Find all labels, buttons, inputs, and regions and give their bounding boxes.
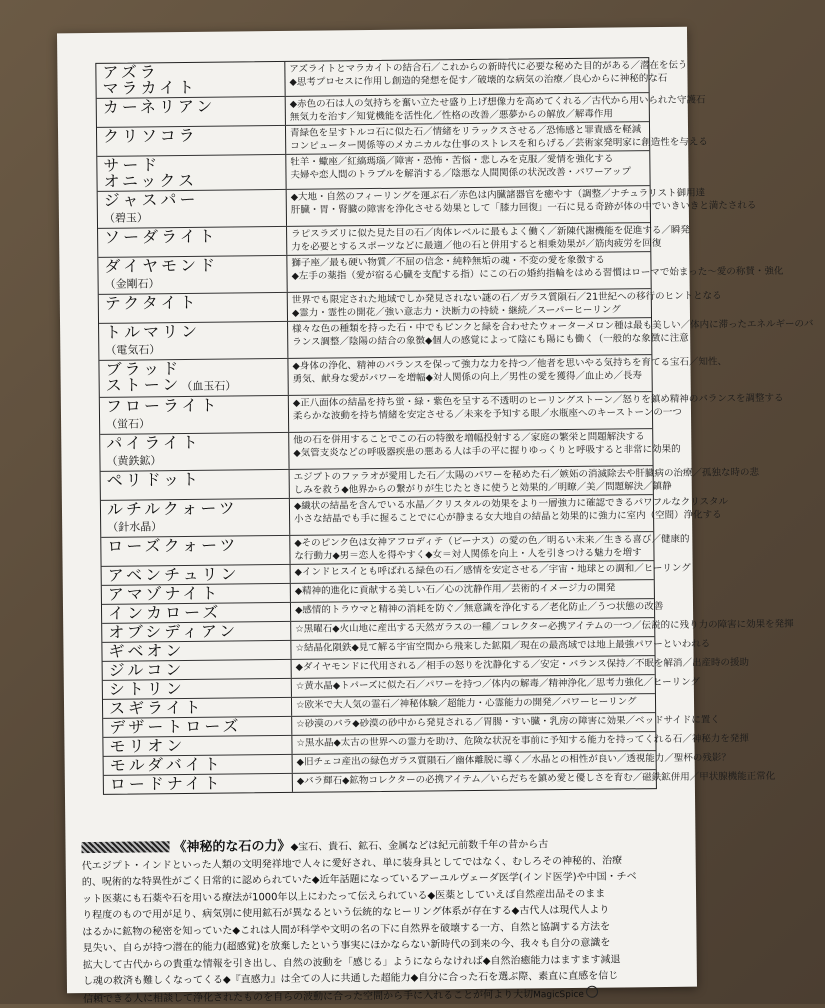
description-line: ☆黄水晶◆トパーズに似た石／パワーを持つ／体内の解毒／精神浄化／思考力強化／ヒーリング (295, 676, 700, 692)
stone-description (293, 769, 780, 792)
stone-table (95, 57, 814, 795)
description-line: ☆黒曜石◆火山地に産出する天然ガラスの一種／コレクター必携アイテムの一つ／伝説的に残り力の障害に効果を発揮 (295, 618, 794, 635)
stone-name (102, 622, 291, 642)
stone-name (102, 641, 291, 661)
description-line: ◆繊状の結晶を含んでいる水晶／クリスタルの効果をより一層強力に確認できるパワフルなクリスタル (293, 496, 729, 512)
description-line: 夫婦や恋人間のトラブルを解消する／陰悪な人間関係の状況改善・パワーアップ (290, 166, 632, 181)
stone-name (98, 227, 287, 257)
stone-name-line2 (105, 339, 281, 359)
stone-name (97, 97, 286, 127)
stone-name (99, 293, 288, 323)
footer-line: 代エジプト・インドといった人類の文明発祥地で人々に愛好され、単に装身具としてではなく、むしろその神秘的、治療 (81, 854, 623, 872)
footer-title: 《神秘的な石の力》 (173, 838, 291, 856)
stone-name-line: ルチルクォーツ (106, 498, 238, 519)
stone-row (100, 429, 681, 472)
description-line: ☆黒水晶◆太古の世界への霊力を助け、危険な状況を事前に予知する能力を持ってくれる石／神秘力を発揮 (296, 733, 749, 749)
stone-japanese-name: （金剛石） (104, 277, 160, 291)
stone-name (96, 62, 285, 98)
stone-name-line: デザートローズ (109, 716, 242, 737)
stone-description (290, 465, 764, 498)
stone-japanese-name: （血玉石） (181, 379, 237, 394)
description-line: 青緑色を呈すトルコ石に似た石／情緒をリラックスさせる／恐怖感と罪責感を軽減 (289, 124, 642, 139)
stone-name-line: ギベオン (108, 641, 185, 661)
description-line: 肝臓・胃・腎臓の障害を浄化させる効果として「膝力回復」一石に見る奇跡が体の中でいきいきと満たされる (290, 200, 757, 216)
footer-line: はるかに鉱物の秘密を知っていた◆これは人間が科学や文明の名の下に自然界を破壊する一方、自然と協調する方法を (82, 921, 611, 938)
stone-name-line2 (106, 450, 282, 470)
paper-sheet (57, 27, 814, 1005)
stone-japanese-name: （針水晶） (107, 520, 163, 534)
description-line: 力を必要とするスポーツなどに最適／他の石と併用すると相乗効果が／筋肉疲労を回復 (291, 238, 662, 253)
description-line: ◆赤色の石は人の気持ちを奮い立たせ盛り上げ想像力を高めてくれる／古代から用いられた守護石 (289, 94, 706, 110)
description-line: ◆霊力・霊性の開花／強い意志力・決断力の持続・継続／スーパーヒーリング (291, 304, 621, 319)
description-line: 無気力を治す／知覚機能を活性化／性格の改善／悪夢からの解放／解毒作用 (289, 108, 613, 123)
footer-line: 拡大して古代からの貴重な情報を引き出し、自然の波動を「感じる」ようにならなければ◆自然治癒能力はますます減退 (82, 953, 621, 971)
stone-row (104, 770, 776, 794)
stone-description (290, 532, 693, 564)
description-line: ☆砂漠のバラ◆砂漠の砂中から発見される／胃腸・すい臓・乳房の障害に効果／ベッドサイドに置く (296, 714, 720, 730)
stone-name-line2 (104, 207, 280, 227)
stone-name (104, 774, 293, 794)
stone-row (99, 355, 728, 398)
stone-row (98, 186, 757, 229)
stone-description (287, 223, 694, 255)
stone-name-line2 (106, 376, 282, 396)
stone-name-line: ローズクォーツ (107, 535, 239, 556)
stone-name-line2 (102, 79, 278, 97)
stone-description (287, 185, 761, 226)
stone-name (100, 396, 289, 434)
stone-name-second: ストーン (105, 375, 182, 395)
stone-description (288, 288, 726, 321)
footer-line: 的、呪術的な特異性がごく日常的に認められていた◆近年話題になっているアーユルヴェーダ医学(インド医学)や中国・チベ (81, 871, 637, 889)
stone-name-line: ジルコン (108, 660, 185, 680)
stone-japanese-name: （黄鉄鉱） (106, 454, 162, 468)
stone-japanese-name: （電気石） (105, 343, 161, 357)
stone-name (103, 660, 292, 680)
stone-name (102, 565, 291, 585)
stone-row (100, 392, 784, 435)
description-line: 世界でも限定された地域でしか発見されない謎の石／ガラス質隕石／21世紀への移行のヒントとなる (291, 290, 722, 306)
stone-name-line: ブラッド (105, 359, 182, 379)
footer-text (81, 835, 687, 1008)
description-line: ラピスラズリに似た見た目の石／肉体レベルに最もよく働く／新陳代謝機能を促進する／瞬発 (291, 224, 690, 240)
stone-name (99, 322, 288, 360)
stone-name-line2 (107, 516, 283, 536)
footer-line: ット医薬にも石薬や石を用いる療法が1000年以上にわたって伝えられている◆医薬としていえば自然産出品そのまま (82, 888, 606, 905)
stone-name-line: モリオン (109, 736, 186, 756)
stone-description (286, 151, 649, 189)
description-line: ◆そのピンク色は女神アフロディテ（ビーナス）の愛の色／明るい未来／生きる喜び／健康的 (294, 533, 690, 549)
stone-name (102, 603, 291, 623)
stone-row (101, 495, 729, 538)
hatch-decoration (81, 841, 169, 853)
description-line: 他の石を併用することでこの石の特徴を増幅投射する／家庭の繁栄と問題解決する (293, 431, 645, 446)
stone-name (103, 736, 292, 756)
stone-name (104, 755, 293, 775)
stone-row (97, 151, 649, 192)
stone-name (99, 359, 288, 397)
stone-name-line2 (106, 413, 282, 433)
description-line: 様々な色の種類を持った石・中でもピンクと緑を合わせたウォーターメロン種は最も美しい／体内に滞ったエネルギーのバ (292, 318, 814, 335)
stone-description (286, 121, 712, 153)
stone-name-line2 (103, 172, 279, 190)
description-line: な行動力◆男＝恋人を得やすく◆女＝対人関係を向上・人を引きつける魅力を増す (294, 547, 642, 562)
description-line: ◆旧チェコ産出の緑色ガラス質隕石／幽体離脱に導く／水晶との相性が良い／透視能力／聖杯の残影？ (296, 752, 731, 768)
stone-name-line: サード (103, 155, 161, 175)
description-line: ◆インドヒスイとも呼ばれる緑色の石／感情を安定させる／宇宙・地球との調和／ヒーリング (294, 562, 691, 578)
stone-name-second: マラカイト (102, 77, 198, 98)
stone-name-line: オブシディアン (108, 621, 239, 642)
stone-name-line: クリソコラ (102, 125, 198, 146)
description-line: ◆左手の薬指（愛が宿る心臓を支配する指）にこの石の婚約指輪をはめる習慣はローマで始まった～愛の称賛・強化 (291, 265, 784, 282)
stone-name (98, 190, 287, 228)
footer-line: り程度のもので用が足り、病気別に使用鉱石が異なるという伝統的なヒーリング体系が存在する◆古代人は現代人より (82, 904, 610, 922)
stone-name (97, 155, 286, 191)
stone-description (291, 580, 654, 602)
stone-name-line: モルダバイト (109, 754, 223, 775)
stone-name-line: ダイヤモンド (104, 255, 219, 276)
description-line: 勇気、献身な愛がパワーを増幅◆対人関係の向上／男性の愛を獲得／血止め／長寿 (292, 370, 642, 385)
footer-line: 信頼できる人に相談して浄化されたものを自らの波動に合った空間から手に入れることが何より大切 (83, 988, 534, 1005)
stone-name (103, 679, 292, 699)
stone-name-line: ジャスパー (103, 189, 199, 210)
description-line: コンピューター関係等のメカニカルな仕事のストレスを和らげる／芸術家発明家に創造性を与える (290, 136, 708, 152)
stone-name (101, 470, 290, 500)
description-line: 柔らかな波動を持ち情緒を安定させる／未来を予知する眼／水瓶座へのキーストーンの一つ (292, 406, 682, 422)
stone-description (287, 251, 787, 292)
stone-name-line2 (105, 273, 281, 293)
stone-row (96, 58, 688, 99)
description-line: ◆気管支炎などの呼吸器疾患の悪ある人は手の平に握りゆっくりと呼吸すると非常に効果的 (293, 443, 681, 459)
stone-name-line: シトリン (108, 679, 185, 699)
stone-name-line: トルマリン (105, 321, 201, 342)
stone-name (98, 256, 287, 294)
description-line: ☆結晶化隕鉄◆見て解る宇宙空間から飛来した鉱隕／現在の最高域では地上最強パワーといわれる (295, 638, 711, 654)
stone-description (286, 92, 710, 124)
description-line: 小さな結晶でも手に握ることでに心が静まる女大地自の結晶と効果的に強力に室内（空間）浄化する (294, 509, 722, 525)
stone-name (103, 717, 292, 737)
stone-name-line: パイライト (106, 432, 201, 453)
stone-name (101, 536, 290, 566)
stone-name-line: フローライト (105, 395, 220, 416)
description-line: ◆バラ輝石◆鉱物コレクターの必携アイテム／いらだちを鎮め愛と優しさを育む／磁鉄鉱併用／甲状腺機能正常化 (296, 770, 776, 787)
description-line: ☆欧米で大人気の霊石／神秘体験／超能力・心霊能力の開発／パワーヒーリング (295, 696, 637, 711)
stone-description (290, 494, 732, 535)
stone-name (97, 126, 286, 156)
stone-description (292, 694, 655, 716)
stone-name (103, 698, 292, 718)
description-line: ◆ダイヤモンドに代用される／相手の怒りを沈静化する／安定・バランス保持／不眠を解消／出産時の援助 (295, 657, 750, 673)
stone-description (288, 354, 731, 395)
description-line: ◆思考プロセスに作用し創造的発想を促す／破壊的な病気の治療／良心からに神秘的な石 (289, 72, 668, 88)
description-line: ◆身体の浄化、精神のバランスを保って強力な力を持つ／他者を思いやる気持ちを育てる宝石／知性、 (292, 356, 728, 372)
stone-name-line: ソーダライト (104, 226, 218, 247)
description-line: ◆正八面体の結晶を持ち蛍・緑・紫色を呈する不透明のヒーリングストーン／怒りを鎮め精神のバランスを調整する (292, 392, 784, 409)
stone-description (289, 429, 685, 469)
stone-name (100, 433, 289, 471)
stone-name-line: カーネリアン (102, 96, 216, 117)
stone-name-line: インカローズ (107, 602, 222, 623)
stone-name-second: オニックス (103, 170, 198, 191)
stone-description (288, 316, 818, 358)
stone-name-line: テクタイト (104, 292, 199, 313)
stone-name (102, 584, 291, 604)
brand-name: MagicSpice (533, 989, 584, 1000)
stone-japanese-name: （碧玉） (103, 211, 148, 225)
stone-description (289, 391, 788, 432)
stone-name-line: アベンチュリン (107, 564, 240, 585)
description-line: ◆感情的トラウマと精神の消耗を防ぐ／無意識を浄化する／老化防止／うつ状態の改善 (294, 601, 664, 616)
footer-line: 見失い、自らが持つ潜在的能力(超感覚)を放棄したという事実にほかならない新時代の到来の今、我々も自分の意識を (82, 937, 611, 955)
stone-name-line: アズラ (102, 62, 159, 82)
stone-description (285, 58, 691, 96)
description-line: ◆大地・自然のフィーリングを運ぶ石／赤色は内臓諸器官を癒やす（調整／ナチュラリスト御用達 (290, 187, 706, 203)
description-line: 牡羊・蠍座／紅縞瑪瑙／障害・恐怖・苦悩・悲しみを克服／愛情を強化する (290, 153, 614, 168)
stone-name (101, 499, 290, 537)
footer-line: し魂の救済も難しくなってくる◆『直感力』は全ての人に共通した超能力◆自分に合った石を選ぶ際、素直に直感を信じ (82, 970, 619, 988)
stone-japanese-name: （蛍石） (106, 417, 151, 431)
description-line: ランス調整／陰陽の結合の象徴◆個人の感覚によって陰にも陽にも働く（一般的な象徴に注意 (292, 332, 689, 348)
stone-row (98, 252, 784, 295)
description-line: アズライトとマラカイトの結合石／これからの新時代に必要な秘めた目的がある／潜在を伝う (289, 59, 688, 75)
stone-row (99, 318, 814, 361)
stone-name-line: ペリドット (106, 469, 202, 490)
description-line: ◆精神的進化に貢献する美しい石／心の沈静作用／芸術的イメージ力の開発 (294, 582, 616, 597)
description-line: しみを救う◆他界からの繋がりが生じたときに使うと効果的／明瞭／美／問題解決／鎮静 (293, 480, 672, 496)
brand-logo-icon (586, 985, 598, 997)
stone-name-line: ロードナイト (109, 773, 223, 794)
description-line: 獅子座／最も硬い物質／不屈の信念・純粋無垢の魂・不変の愛を象徴する (291, 254, 605, 269)
stone-name-line: アマゾナイト (107, 583, 221, 604)
stone-name-line: スギライト (108, 697, 204, 718)
description-line: エジプトのファラオが愛用した石／太陽のパワーを秘めた石／嫉妬の消滅除去や肝臓病の治療／孤独な時の悲 (293, 466, 759, 483)
footer-line: ◆宝石、貴石、鉱石、金属などは紀元前数千年の昔から古 (290, 839, 549, 853)
